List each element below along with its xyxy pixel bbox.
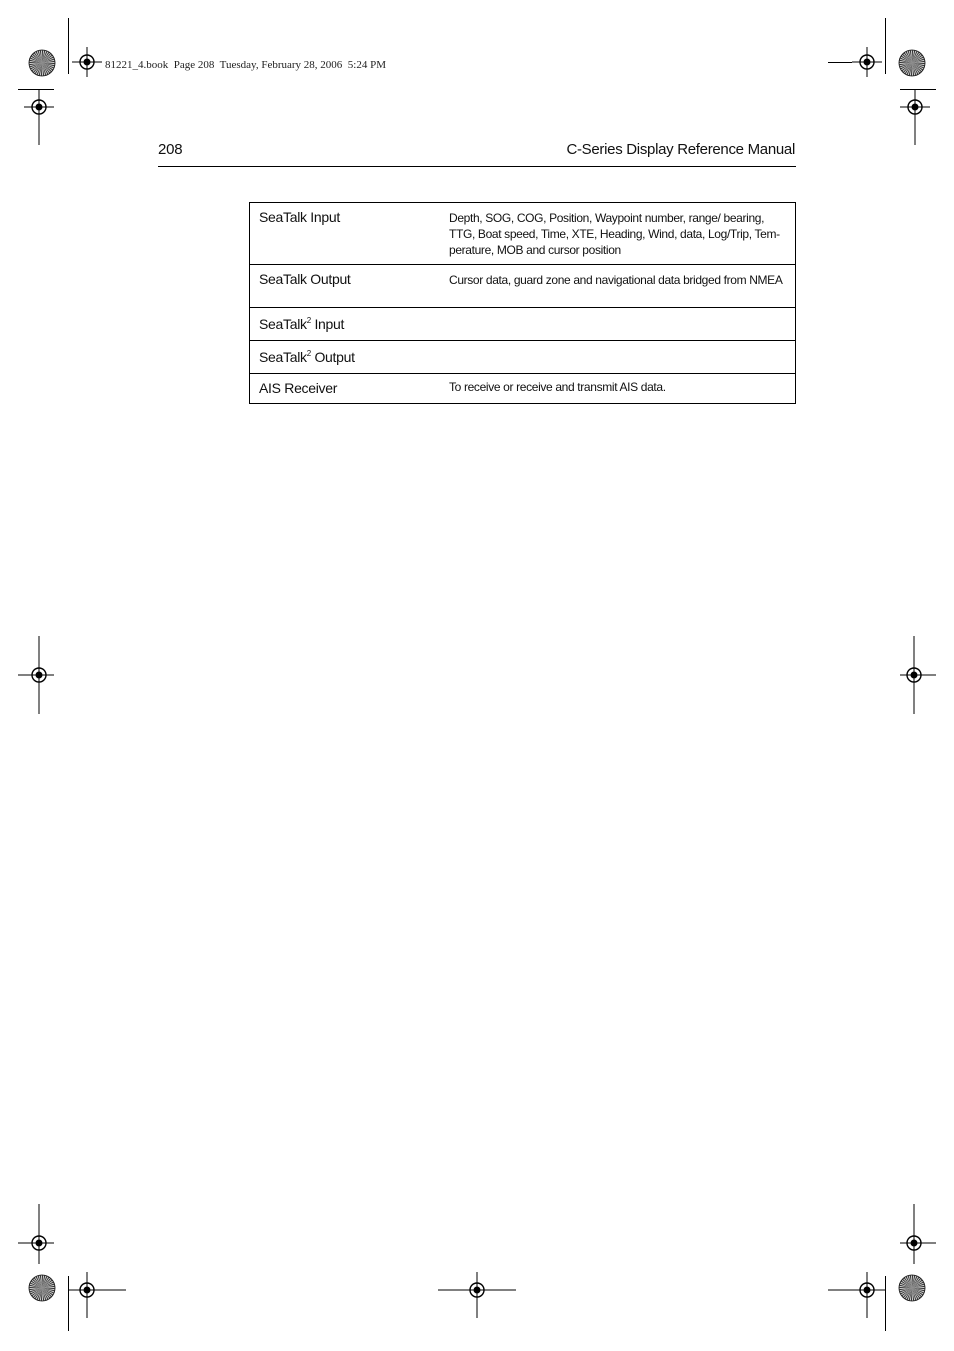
table-row	[250, 374, 796, 404]
header-rule	[158, 166, 796, 167]
registration-target-icon	[438, 1272, 516, 1318]
row-label-prefix: SeaTalk	[259, 316, 307, 332]
registration-target-icon	[18, 1204, 54, 1264]
registration-target-icon	[72, 47, 102, 77]
starburst-register-icon	[898, 1274, 926, 1302]
registration-target-icon	[900, 1204, 936, 1264]
row-label-superscript: 2	[306, 316, 311, 325]
row-label	[250, 341, 440, 374]
row-description	[439, 341, 796, 374]
crop-line	[828, 62, 852, 63]
row-label-superscript: 2	[306, 349, 311, 358]
starburst-register-icon	[28, 1274, 56, 1302]
table-row	[250, 341, 796, 374]
row-label	[250, 308, 440, 341]
row-description: Cursor data, guard zone and navigational data bridged from NMEA	[439, 265, 796, 308]
table-row	[250, 308, 796, 341]
row-label-suffix: Output	[310, 349, 355, 365]
print-slug: 81221_4.book Page 208 Tuesday, February 28, 2006 5:24 PM	[105, 59, 387, 71]
crop-line	[68, 18, 69, 74]
table-row	[250, 265, 796, 308]
row-label: AIS Receiver	[250, 374, 440, 404]
specification-table	[249, 202, 796, 404]
row-description: To receive or receive and transmit AIS data.	[439, 374, 796, 404]
row-label-prefix: SeaTalk	[259, 349, 307, 365]
crop-line	[885, 18, 886, 74]
page-number: 208	[158, 141, 183, 158]
row-label-suffix: Input	[310, 316, 345, 332]
row-label: SeaTalk Input	[250, 203, 440, 265]
registration-target-icon	[68, 1272, 126, 1318]
starburst-register-icon	[28, 49, 56, 77]
registration-target-icon	[900, 636, 936, 714]
registration-target-icon	[900, 89, 930, 145]
row-description	[439, 308, 796, 341]
row-description: Depth, SOG, COG, Position, Waypoint number, range/ bearing, TTG, Boat speed, Time, XTE, Heading, Wind, data, Log/Trip, Tem-perature, MOB and cursor position	[439, 203, 796, 265]
registration-target-icon	[24, 89, 54, 145]
starburst-register-icon	[898, 49, 926, 77]
registration-target-icon	[18, 636, 54, 714]
registration-target-icon	[828, 1272, 886, 1318]
row-label: SeaTalk Output	[250, 265, 440, 308]
registration-target-icon	[852, 47, 882, 77]
running-title: C-Series Display Reference Manual	[566, 141, 795, 158]
table-row	[250, 203, 796, 265]
